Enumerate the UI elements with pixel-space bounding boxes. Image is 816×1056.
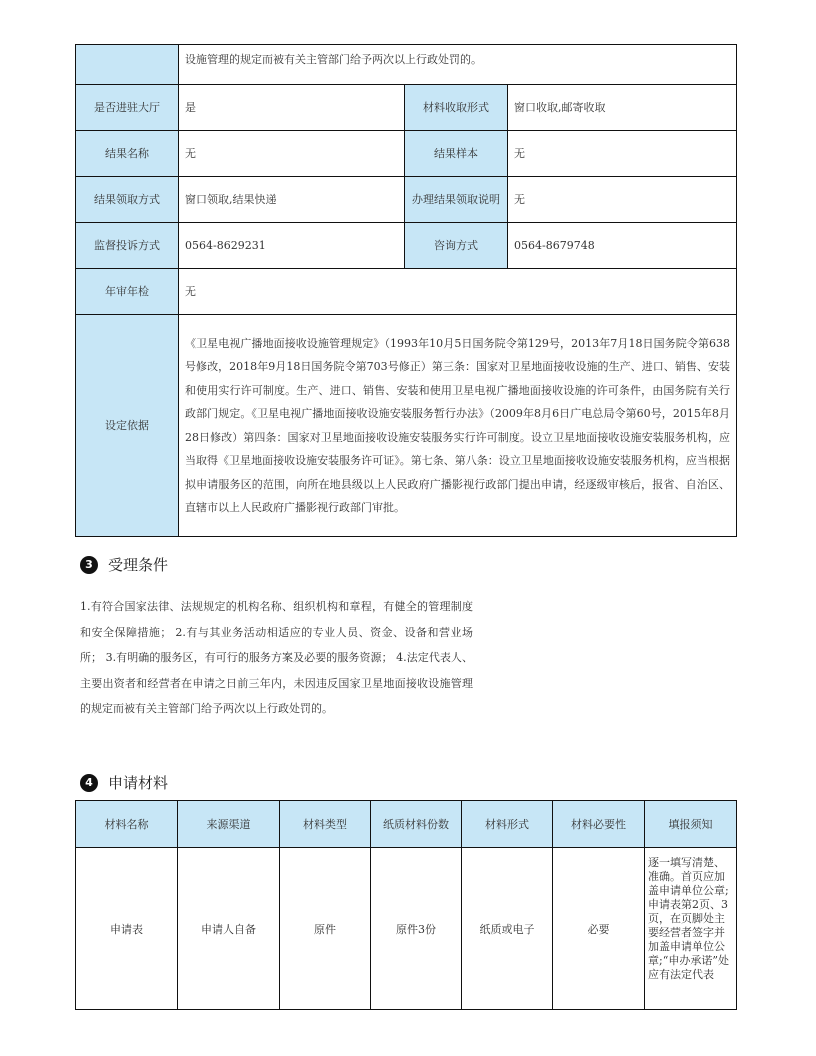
section-number-badge: 3: [80, 556, 98, 574]
copies-cell: 原件3份: [371, 848, 462, 1010]
conditions-section-header: [80, 554, 168, 575]
type-cell: 原件: [280, 848, 371, 1010]
result-name-label: 结果名称: [76, 131, 179, 177]
continuation-text: 设施管理的规定而被有关主管部门给予两次以上行政处罚的。: [179, 45, 737, 85]
material-form-value: 窗口收取,邮寄收取: [508, 85, 737, 131]
service-info-table: [75, 44, 737, 537]
conditions-section-title: 受理条件: [108, 556, 169, 574]
header-material-name: 材料名称: [76, 801, 178, 848]
header-source: 来源渠道: [178, 801, 280, 848]
result-name-value: 无: [179, 131, 405, 177]
complaint-value: 0564-8629231: [179, 223, 405, 269]
result-sample-label: 结果样本: [405, 131, 508, 177]
continuation-label-cell: [76, 45, 179, 85]
necessity-cell: 必要: [553, 848, 645, 1010]
complaint-label: 监督投诉方式: [76, 223, 179, 269]
table-row: [76, 848, 737, 1010]
hall-label: 是否进驻大厅: [76, 85, 179, 131]
hall-value: 是: [179, 85, 405, 131]
header-fill-notes: 填报须知: [645, 801, 737, 848]
result-receive-label: 结果领取方式: [76, 177, 179, 223]
form-cell: 纸质或电子: [462, 848, 553, 1010]
materials-table: [75, 800, 737, 1010]
header-paper-copies: 纸质材料份数: [371, 801, 462, 848]
consult-label: 咨询方式: [405, 223, 508, 269]
source-cell: 申请人自备: [178, 848, 280, 1010]
materials-section-header: [80, 772, 168, 793]
consult-value: 0564-8679748: [508, 223, 737, 269]
annual-label: 年审年检: [76, 269, 179, 315]
conditions-text: 1.有符合国家法律、法规规定的机构名称、组织机构和章程，有健全的管理制度和安全保障措施； 2.有与其业务活动相适应的专业人员、资金、设备和营业场所； 3.有明确的服务区，有可行的服务方案及必要的服务资源； 4.法定代表人、主要出资者和经营者在申请之日前三年内，未因违反国家卫星地面接收设施管理的规定而被有关主管部门给予两次以上行政处罚的。: [80, 600, 473, 715]
header-material-form: 材料形式: [462, 801, 553, 848]
header-necessity: 材料必要性: [553, 801, 645, 848]
result-sample-value: 无: [508, 131, 737, 177]
material-name-cell: 申请表: [76, 848, 178, 1010]
fill-notes-cell: 逐一填写清楚、准确。首页应加盖申请单位公章;申请表第2页、3页，在页脚处主要经营者签字并加盖申请单位公章;“申办承诺”处应有法定代表: [645, 848, 737, 1010]
section-number-badge: 4: [80, 774, 98, 792]
material-form-label: 材料收取形式: [405, 85, 508, 131]
basis-value: 《卫星电视广播地面接收设施管理规定》（1993年10月5日国务院令第129号，2013年7月18日国务院令第638号修改，2018年9月18日国务院令第703号修正）第三条：国家对卫星地面接收设施的生产、进口、销售、安装和使用实行许可制度。生产、进口、销售、安装和使用卫星电视广播地面接收设施的许可条件，由国务院有关行政部门规定。《卫星电视广播地面接收设施安装服务暂行办法》（2009年8月6日广电总局令第60号，2015年8月28日修改）第四条：国家对卫星地面接收设施安装服务实行许可制度。设立卫星地面接收设施安装服务机构，应当取得《卫星地面接收设施安装服务许可证》。第七条、第八条：设立卫星地面接收设施安装服务机构，应当根据拟申请服务区的范围，向所在地县级以上人民政府广播影视行政部门提出申请，经逐级审核后，报省、自治区、直辖市以上人民政府广播影视行政部门审批。: [179, 315, 737, 537]
header-material-type: 材料类型: [280, 801, 371, 848]
annual-value: 无: [179, 269, 737, 315]
result-receive-value: 窗口领取,结果快递: [179, 177, 405, 223]
basis-label: 设定依据: [76, 315, 179, 537]
materials-section-title: 申请材料: [108, 774, 169, 792]
result-note-value: 无: [508, 177, 737, 223]
result-note-label: 办理结果领取说明: [405, 177, 508, 223]
